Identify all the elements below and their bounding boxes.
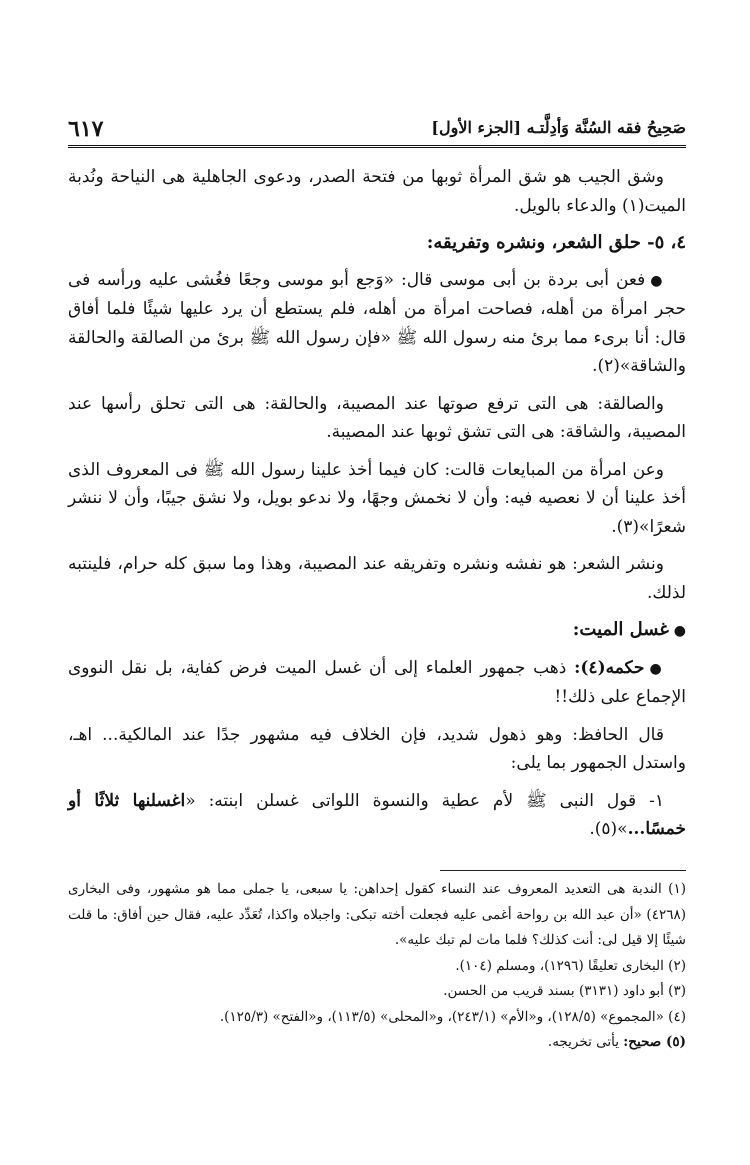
paragraph-text: ذهب جمهور العلماء إلى أن غسل الميت فرض كفاية، بل نقل النووى الإجماع على ذلك!! [68, 657, 686, 707]
page-number: ٦١٧ [68, 116, 104, 142]
bullet-icon: ● [649, 660, 664, 677]
paragraph-text: فعن أبى بردة بن أبى موسى قال: «وَجع أبو موسى وجعًا فغُشى عليه ورأسه فى حجر امرأة من أهله، فصاحت امرأة من أهله، فلم يستطع أن يرد عليها شيئًا فلما أفاق قال: أنا برىء مما برئ منه رسول الله ﷺ «فإن رسول الله ﷺ برئ من الصالقة والحالقة والشاقة»(٢). [68, 269, 686, 376]
paragraph-text: ١- قول النبى ﷺ لأم عطية والنسوة اللواتى غسلن ابنته: « [185, 790, 664, 811]
body-text [68, 163, 686, 853]
footnote: (٤) «المجموع» (١٢٨/٥)، و«الأم» (٢٤٣/١)، و«المحلى» (١١٣/٥)، و«الفتح» (١٢٥/٣). [219, 1008, 686, 1025]
bullet-icon: ● [673, 623, 686, 639]
running-title: صَحِيحُ فقه السُنَّة وَأدِلَّتـه [الجزء الأول] [431, 118, 686, 137]
paragraph: قال الحافظ: وهو ذهول شديد، فإن الخلاف فيه مشهور جدًا عند المالكية... اهـ، واستدل الجمهور بما يلى: [68, 724, 686, 773]
bold-term: حكمه(٤): [574, 657, 645, 678]
footnote: (٣) أبو داود (٣١٣١) بسند قريب من الحسن. [443, 983, 686, 999]
section-heading [68, 616, 686, 646]
footnote-label: (٥) صحيح: [623, 1034, 686, 1050]
header-rule [68, 145, 686, 148]
footnote-rule [440, 870, 686, 871]
page-header [68, 116, 686, 148]
paragraph: وشق الجيب هو شق المرأة ثوبها من فتحة الصدر، ودعوى الجاهلية هى النياحة ونُدبة الميت(١) والدعاء بالويل. [68, 167, 686, 216]
paragraph: وعن امرأة من المبايعات قالت: كان فيما أخذ علينا رسول الله ﷺ فى المعروف الذى أخذ علينا أن لا نعصيه فيه: وأن لا نخمش وجهًا، ولا ندعو بويل، ولا نشق جيبًا، وأن لا ننشر شعرًا»(٣). [68, 459, 686, 537]
paragraph [68, 654, 686, 712]
bullet-icon: ● [650, 272, 664, 289]
paragraph [68, 266, 686, 381]
footnotes [68, 877, 686, 1056]
bold-quote: اغسلنها ثلاثًا أو خمسًا... [68, 790, 686, 839]
paragraph-text: »(٥). [589, 819, 628, 839]
paragraph: والصالقة: هى التى ترفع صوتها عند المصيبة، والحالقة: هى التى تحلق رأسها عند المصيبة، والشاقة: هى التى تشق ثوبها عند المصيبة. [68, 393, 686, 442]
footnote: (١) الندبة هى التعديد المعروف عند النساء كقول إحداهن: يا سبعى، يا جملى مما هو مشهور، وفى البخارى (٤٢٦٨) «أن عبد الله بن رواحة أغمى عليه فجعلت أخته تبكى: واجبلاه واكذا، تُعَدِّد عليه، فقال حين أفاق: ما قلت شيئًا إلا قيل لى: أنت كذلك؟ فلما مات لم تبك عليه». [68, 881, 686, 948]
paragraph [68, 787, 686, 844]
heading-text: غسل الميت: [572, 619, 669, 640]
footnote [68, 1030, 686, 1056]
section-heading: ٤، ٥- حلق الشعر، ونشره وتفريقه: [426, 232, 686, 253]
footnote-text: يأتى تخريجه. [547, 1034, 624, 1050]
footnote: (٢) البخارى تعليقًا (١٢٩٦)، ومسلم (١٠٤). [455, 957, 686, 974]
paragraph: ونشر الشعر: هو نفشه ونشره وتفريقه عند المصيبة، وهذا وما سبق كله حرام، فلينتبه لذلك. [68, 554, 686, 603]
